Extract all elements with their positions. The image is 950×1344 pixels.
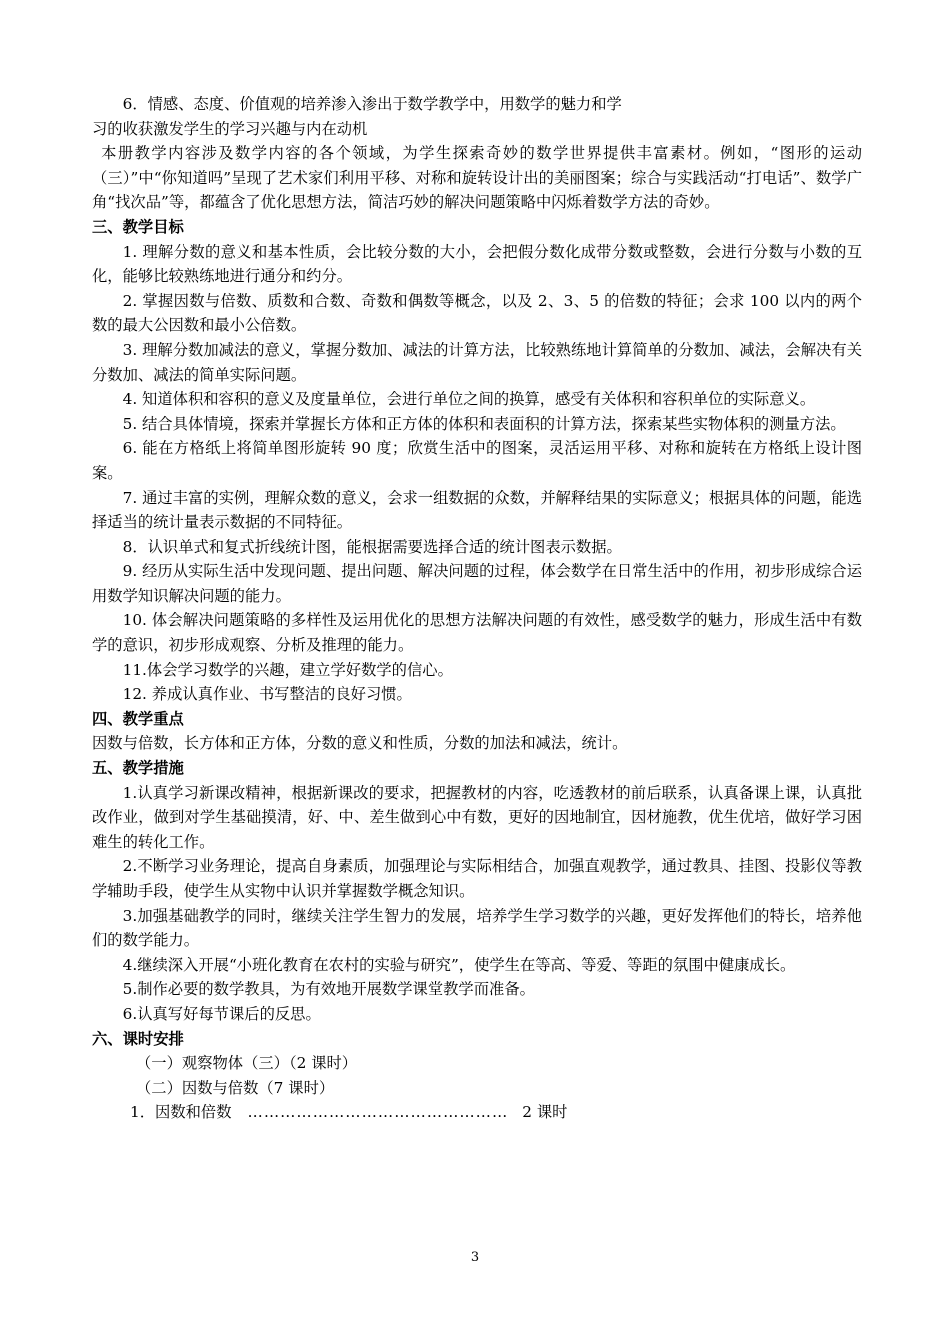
goal-item: 6. 能在方格纸上将简单图形旋转 90 度；欣赏生活中的图案，灵活运用平移、对称和旋转在方格纸上设计图案。	[92, 439, 862, 482]
lesson-hours: 2 课时	[522, 1103, 568, 1122]
section-heading-key-points: 四、教学重点	[92, 709, 184, 728]
goal-item: 1. 理解分数的意义和基本性质，会比较分数的大小，会把假分数化成带分数或整数，会进行分数与小数的互化，能够比较熟练地进行通分和约分。	[92, 242, 862, 286]
goal-item: 9. 经历从实际生活中发现问题、提出问题、解决问题的过程，体会数学在日常生活中的作用，初步形成综合运用数学知识解决问题的能力。	[92, 562, 862, 605]
schedule-lesson	[92, 1100, 862, 1125]
document-page	[92, 92, 862, 1125]
goal-item: 4. 知道体积和容积的意义及度量单位，会进行单位之间的换算，感受有关体积和容积单位的实际意义。	[122, 390, 816, 409]
lesson-leader-dots: …………………………………………	[247, 1103, 509, 1122]
measure-item: 1.认真学习新课改精神，根据新课改的要求，把握教材的内容，吃透教材的前后联系，认真备课上课，认真批改作业，做到对学生基础摸清，好、中、差生做到心中有数，更好的因地制宜，因材施教，优生优培，做好学习困难生的转化工作。	[92, 783, 862, 851]
intro-paragraph: 本册教学内容涉及数学内容的各个领域，为学生探索奇妙的数学世界提供丰富素材。例如，“图形的运动（三）”中“你知道吗”呈现了艺术家们利用平移、对称和旋转设计出的美丽图案；综合与实践活动“打电话”、数学广角“找次品”等，都蕴含了优化思想方法，简洁巧妙的解决问题策略中闪烁着数学方法的奇妙。	[92, 144, 862, 212]
goal-item: 10. 体会解决问题策略的多样性及运用优化的思想方法解决问题的有效性，感受数学的魅力，形成生活中有数学的意识，初步形成观察、分析及推理的能力。	[92, 611, 862, 655]
section-heading-schedule: 六、课时安排	[92, 1029, 184, 1048]
measure-item: 3.加强基础教学的同时，继续关注学生智力的发展，培养学生学习数学的兴趣，更好发挥他们的特长，培养他们的数学能力。	[92, 906, 862, 950]
goal-item: 12. 养成认真作业、书写整洁的良好习惯。	[122, 685, 412, 704]
page-number: 3	[470, 1250, 480, 1265]
measure-item: 4.继续深入开展“小班化教育在农村的实验与研究”，使学生在等高、等爱、等距的氛围中健康成长。	[122, 955, 796, 974]
measure-item: 2.不断学习业务理论，提高自身素质，加强理论与实际相结合，加强直观教学，通过教具、挂图、投影仪等教学辅助手段，使学生从实物中认识并掌握数学概念知识。	[92, 857, 862, 900]
goal-item: 5. 结合具体情境，探索并掌握长方体和正方体的体积和表面积的计算方法，探索某些实物体积的测量方法。	[122, 414, 846, 433]
goal-item: 2. 掌握因数与倍数、质数和合数、奇数和偶数等概念，以及 2、3、5 的倍数的特征；会求 100 以内的两个数的最大公因数和最小公倍数。	[92, 291, 862, 335]
goal-item: 7. 通过丰富的实例，理解众数的意义，会求一组数据的众数，并解释结果的实际意义；根据具体的问题，能选择适当的统计量表示数据的不同特征。	[92, 488, 862, 532]
key-points-text: 因数与倍数，长方体和正方体，分数的意义和性质，分数的加法和减法，统计。	[92, 734, 628, 753]
goal-item: 3. 理解分数加减法的意义，掌握分数加、减法的计算方法，比较熟练地计算简单的分数加、减法，会解决有关分数加、减法的简单实际问题。	[92, 340, 862, 384]
intro-line: 习的收获激发学生的学习兴趣与内在动机	[92, 119, 368, 138]
goal-item: 11.体会学习数学的兴趣，建立学好数学的信心。	[122, 660, 453, 679]
section-heading-goals: 三、教学目标	[92, 217, 184, 236]
section-heading-measures: 五、教学措施	[92, 759, 184, 778]
lesson-title: 1．因数和倍数	[130, 1103, 232, 1122]
goal-item: 8．认识单式和复式折线统计图，能根据需要选择合适的统计图表示数据。	[122, 537, 622, 556]
schedule-unit: （一）观察物体（三）（2 课时）	[136, 1054, 358, 1073]
schedule-unit: （二）因数与倍数（7 课时）	[136, 1078, 335, 1097]
intro-line: 6．情感、态度、价值观的培养渗入渗出于数学教学中，用数学的魅力和学	[122, 95, 622, 113]
measure-item: 6.认真写好每节课后的反思。	[122, 1004, 321, 1023]
measure-item: 5.制作必要的数学教具，为有效地开展数学课堂教学而准备。	[122, 980, 535, 999]
